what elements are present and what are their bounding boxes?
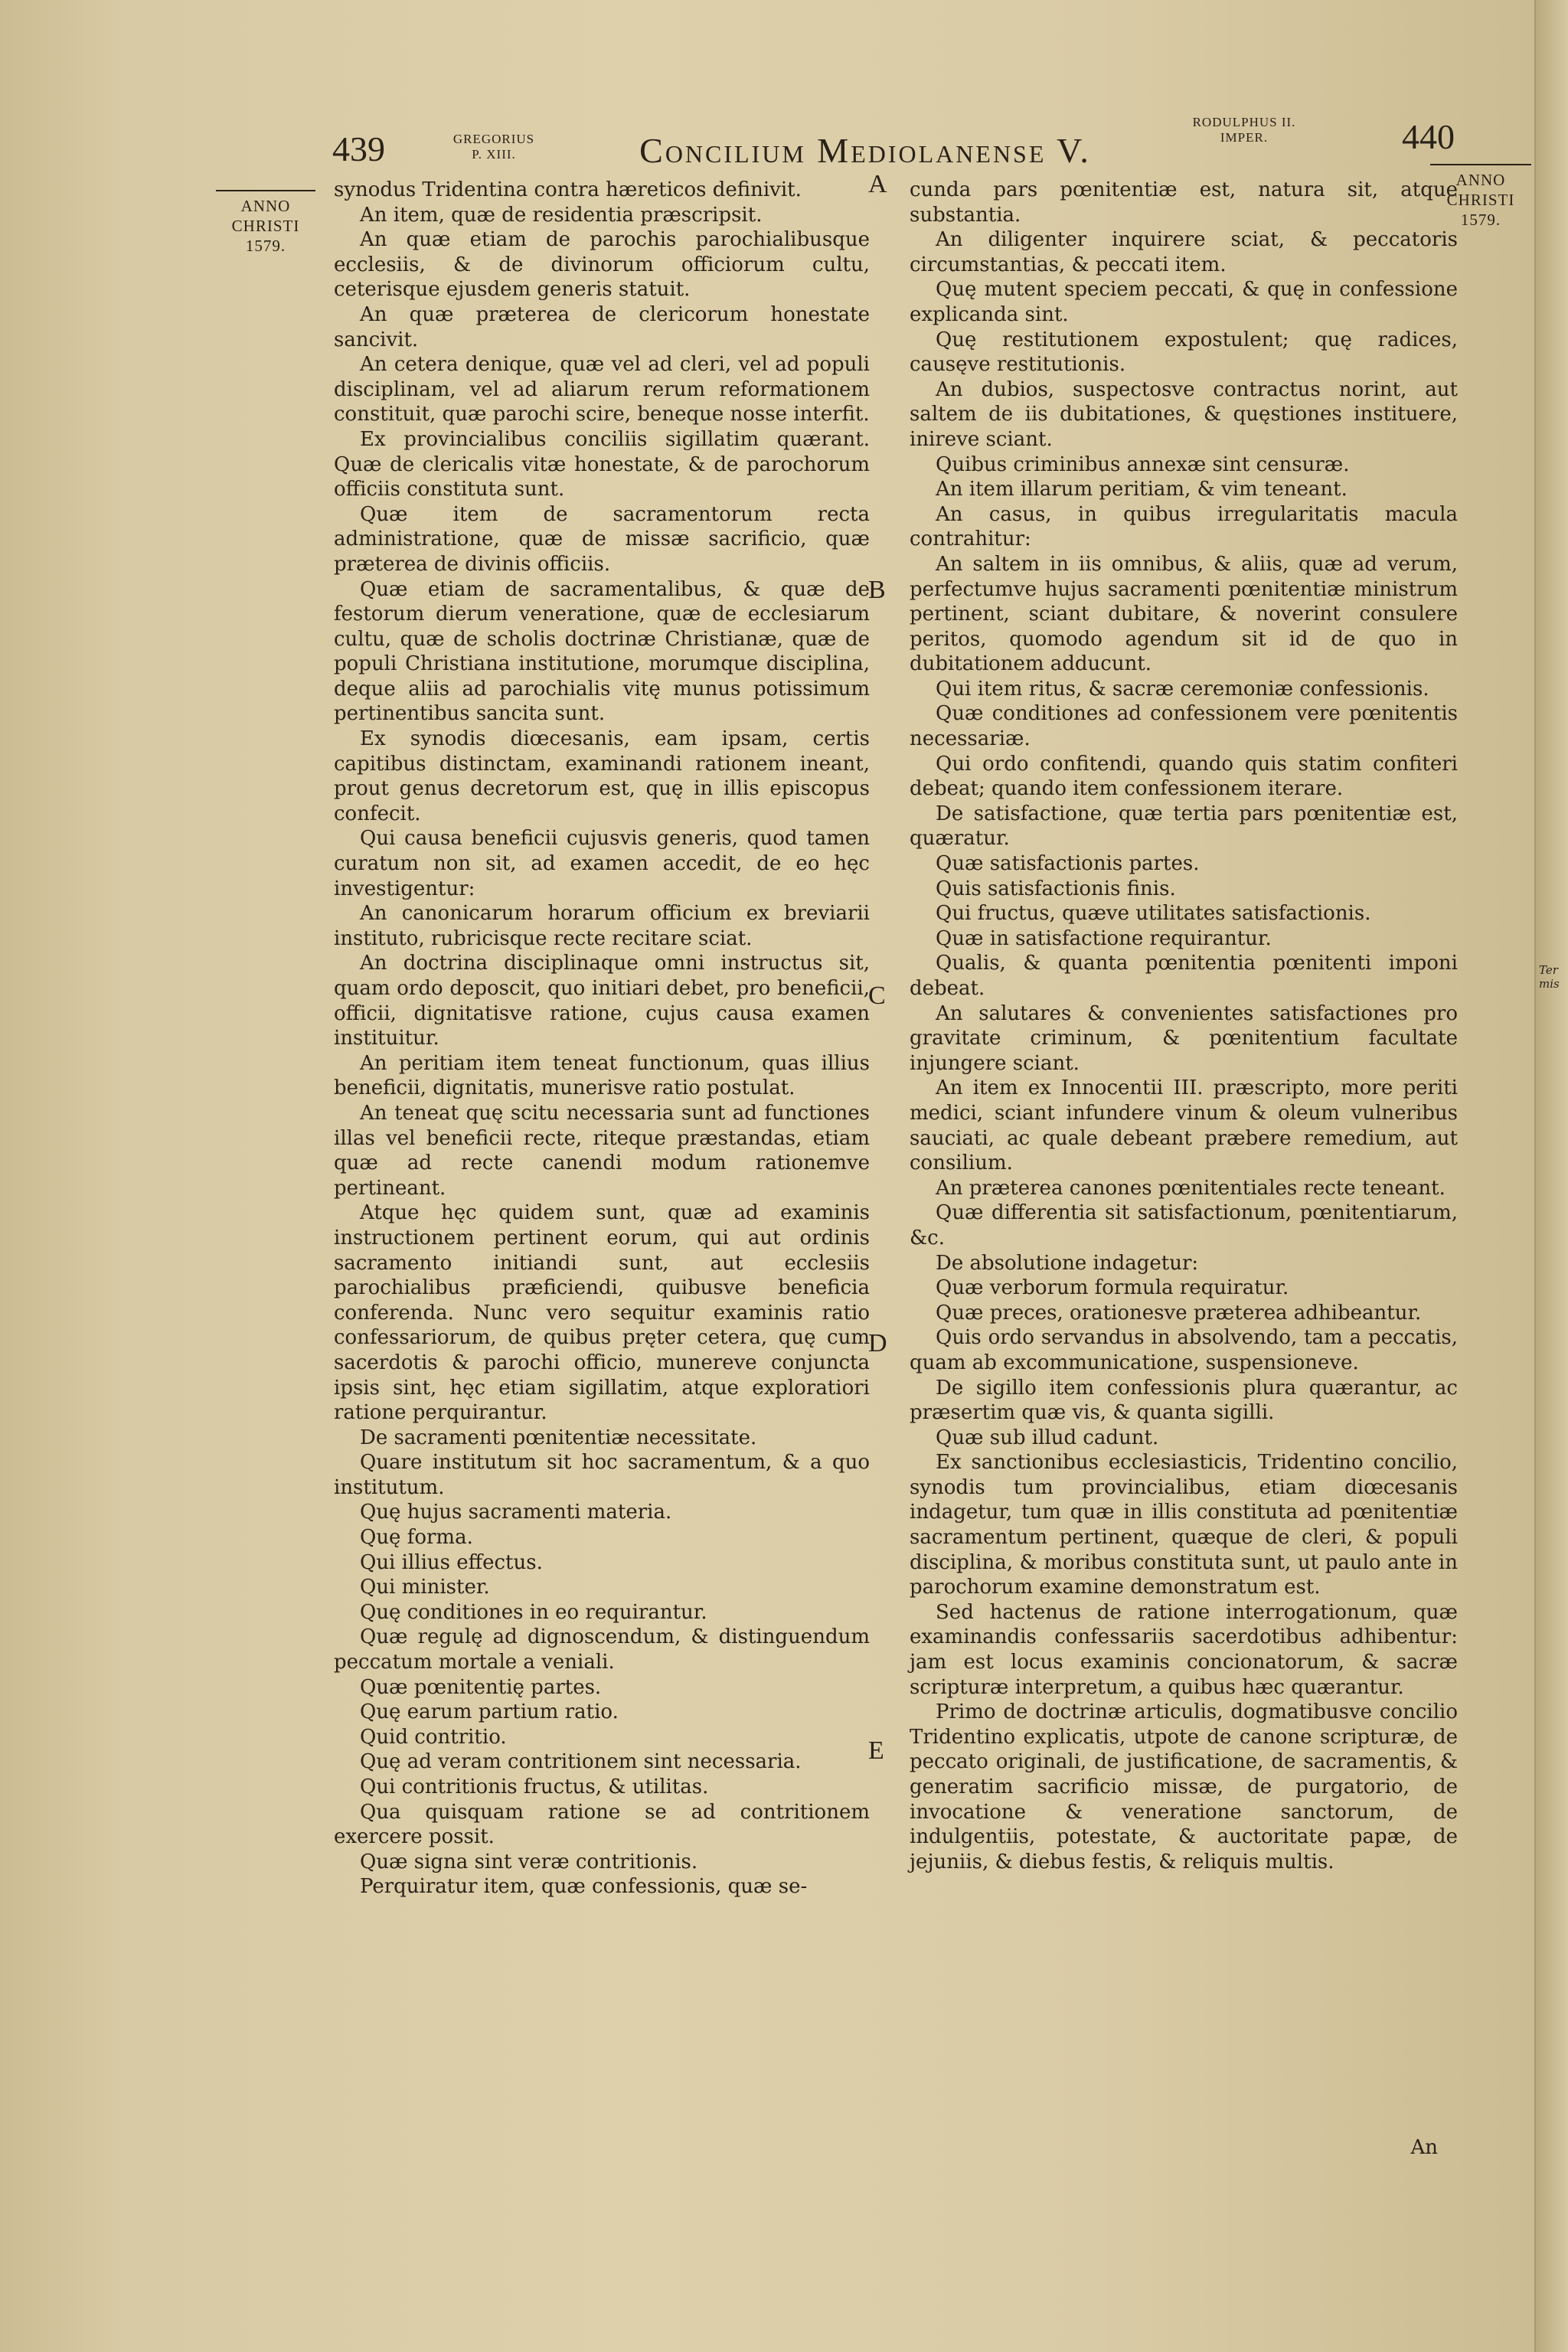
- page-title: Concilium Mediolanense V.: [639, 131, 1091, 170]
- paragraph: Qui ordo confitendi, quando quis statim confiteri debeat; quando item confessionem iterare.: [910, 752, 1458, 801]
- paragraph: An dubios, suspectosve contractus norint, aut saltem de iis dubitationes, & quęstiones instituere, inireve sciant.: [910, 377, 1458, 451]
- paragraph: An salutares & convenientes satisfactiones pro gravitate criminum, & pœnitentium facultate injungere sciant.: [910, 1001, 1458, 1075]
- paragraph: Quæ pœnitentię partes.: [360, 1675, 602, 1699]
- paragraph: An quæ etiam de parochis parochialibusque ecclesiis, & de divinorum officiorum cultu, ceterisque ejusdem generis statuit.: [334, 228, 870, 302]
- paragraph: Quæ preces, orationesve præterea adhibeantur.: [936, 1301, 1422, 1325]
- paragraph: Sed hactenus de ratione interrogationum, quæ examinandis confessariis sacerdotibus adhibentur: jam est locus examinis concionatorum, & sacræ scripturæ interpretum, a quibus hæc quærantur.: [910, 1600, 1458, 1699]
- paragraph: Qualis, & quanta pœnitentia pœnitenti imponi debeat.: [910, 952, 1458, 1000]
- page-number-right: 440: [1402, 117, 1455, 156]
- paragraph: Quare institutum sit hoc sacramentum, & a quo institutum.: [334, 1451, 870, 1499]
- left-text-column: [334, 178, 870, 1900]
- paragraph: Primo de doctrinæ articulis, dogmatibusve concilio Tridentino explicatis, utpote de canone scripturæ, de peccato originali, de justificatione, de sacramentis, & generatim sacrificio missæ, de purgatorio, de invocatione & veneratione sanctorum, de indulgentiis, potestate, & auctoritate papæ, de jejuniis, & diebus festis, & reliquis multis.: [910, 1700, 1458, 1873]
- paragraph: Quę conditiones in eo requirantur.: [360, 1600, 707, 1624]
- paragraph: Quæ differentia sit satisfactionum, pœnitentiarum, &c.: [910, 1201, 1458, 1250]
- paragraph: Quæ satisfactionis partes.: [936, 852, 1200, 876]
- paragraph: Quæ signa sint veræ contritionis.: [360, 1850, 698, 1873]
- paragraph: Quid contritio.: [360, 1725, 507, 1749]
- paragraph: Quę earum partium ratio.: [360, 1700, 619, 1724]
- paragraph: An item illarum peritiam, & vim teneant.: [936, 478, 1348, 501]
- paragraph: De absolutione indagetur:: [936, 1251, 1199, 1275]
- paragraph: Qua quisquam ratione se ad contritionem exercere possit.: [334, 1800, 870, 1849]
- paragraph: Ex provincialibus conciliis sigillatim quærant. Quæ de clericalis vitæ honestate, & de parochorum officiis constituta sunt.: [334, 427, 870, 501]
- page-header: [322, 115, 1455, 168]
- paragraph: Qui fructus, quæve utilitates satisfactionis.: [936, 902, 1371, 926]
- side-note: Ter mis: [1539, 963, 1560, 991]
- page-number-left: 439: [332, 129, 385, 168]
- section-marker-e: E: [868, 1736, 884, 1765]
- paragraph: Quę restitutionem expostulent; quę radices, causęve restitutionis.: [910, 328, 1458, 377]
- paragraph: An casus, in quibus irregularitatis macula contrahitur:: [910, 502, 1458, 551]
- paragraph: Quę forma.: [360, 1526, 473, 1550]
- anno-christi-left: ANNO CHRISTI 1579.: [216, 190, 315, 256]
- paragraph: An item, quæ de residentia præscripsit.: [360, 203, 763, 227]
- paragraph: Quis satisfactionis finis.: [936, 877, 1176, 900]
- anno-christi-right: ANNO CHRISTI 1579.: [1430, 164, 1531, 230]
- paragraph: An cetera denique, quæ vel ad cleri, vel ad populi disciplinam, vel ad aliarum rerum reformationem constituit, quæ parochi scire, beneque nosse interfit.: [334, 353, 870, 426]
- section-marker-a: A: [868, 170, 887, 198]
- paragraph: Quæ item de sacramentorum recta administratione, quæ de missæ sacrificio, quæ præterea de divinis officiis.: [334, 502, 870, 576]
- next-page-edge: [1534, 0, 1568, 2352]
- paragraph: Quę hujus sacramenti materia.: [360, 1501, 672, 1524]
- paragraph: Quæ verborum formula requiratur.: [936, 1276, 1289, 1300]
- paragraph: Quæ conditiones ad confessionem vere pœnitentis necessariæ.: [910, 702, 1458, 751]
- paragraph: An præterea canones pœnitentiales recte teneant.: [936, 1176, 1446, 1200]
- paragraph: Ex synodis diœcesanis, eam ipsam, certis capitibus distinctam, examinandi rationem ineant, prout genus decretorum est, quę in illis episcopus confecit.: [334, 727, 870, 825]
- paragraph: Quę mutent speciem peccati, & quę in confessione explicanda sint.: [910, 278, 1458, 326]
- paragraph: Quis ordo servandus in absolvendo, tam a peccatis, quam ab excommunicatione, suspensioneve.: [910, 1326, 1458, 1374]
- paragraph: Quę ad veram contritionem sint necessaria.: [360, 1750, 802, 1774]
- paragraph: Ex sanctionibus ecclesiasticis, Tridentino concilio, synodis tum provincialibus, etiam diœcesanis indagetur, tum quæ in illis constituta ad pœnitentiæ sacramentum pertinent, quæque de cleri, & populi disciplina, & moribus constituta sunt, ut paulo ante in parochorum examine demonstratum est.: [910, 1451, 1458, 1599]
- paragraph: De sacramenti pœnitentiæ necessitate.: [360, 1426, 757, 1449]
- paragraph: Quibus criminibus annexæ sint censuræ.: [936, 452, 1350, 476]
- paragraph: Perquiratur item, quæ confessionis, quæ se-: [360, 1875, 808, 1899]
- paragraph: cunda pars pœnitentiæ est, natura sit, atque substantia.: [910, 178, 1458, 227]
- paragraph: An teneat quę scitu necessaria sunt ad functiones illas vel beneficii recte, riteque præstandas, etiam quæ ad recte canendi modum rationemve pertineant.: [334, 1101, 870, 1200]
- paragraph: Quæ regulę ad dignoscendum, & distinguendum peccatum mortale a veniali.: [334, 1625, 870, 1674]
- section-marker-b: B: [868, 576, 886, 604]
- paragraph: An diligenter inquirere sciat, & peccatoris circumstantias, & peccati item.: [910, 228, 1458, 276]
- anno-rule: [216, 190, 315, 191]
- paragraph: Atque hęc quidem sunt, quæ ad examinis instructionem pertinent eorum, qui aut ordinis sacramento initiandi sunt, aut ecclesiis parochialibus præficiendi, quibusve beneficia conferenda. Nunc vero sequitur examinis ratio confessariorum, de quibus pręter cetera, quę cum sacerdotis & parochi officio, munereve conjuncta ipsis sint, hęc etiam sigillatim, atque exploratiori ratione perquirantur.: [334, 1201, 870, 1425]
- paragraph: Quæ in satisfactione requirantur.: [936, 926, 1272, 950]
- paragraph: Quæ sub illud cadunt.: [936, 1426, 1159, 1449]
- paragraph: Quæ etiam de sacramentalibus, & quæ de festorum dierum veneratione, quæ de ecclesiarum cultu, quæ de scholis doctrinæ Christianæ, quæ de populi Christiana institutione, morumque disciplina, deque aliis ad parochialis vitę munus potissimum pertinentibus sancita sunt.: [334, 577, 870, 726]
- section-marker-c: C: [868, 982, 886, 1010]
- section-marker-d: D: [868, 1329, 887, 1357]
- paragraph: An canonicarum horarum officium ex breviarii instituto, rubricisque recte recitare sciat.: [334, 902, 870, 950]
- right-text-column: [910, 178, 1458, 1874]
- paragraph: Qui causa beneficii cujusvis generis, quod tamen curatum non sit, ad examen accedit, de eo hęc investigentur:: [334, 827, 870, 900]
- paragraph: An peritiam item teneat functionum, quas illius beneficii, dignitatis, munerisve ratio postulat.: [334, 1051, 870, 1100]
- paragraph: Qui item ritus, & sacræ ceremoniæ confessionis.: [936, 677, 1429, 701]
- paragraph: An quæ præterea de clericorum honestate sancivit.: [334, 302, 870, 351]
- anno-rule: [1430, 164, 1531, 165]
- paragraph: De sigillo item confessionis plura quærantur, ac præsertim quæ vis, & quanta sigilli.: [910, 1376, 1458, 1425]
- paragraph: An saltem in iis omnibus, & aliis, quæ ad verum, perfectumve hujus sacramenti pœnitentiæ ministrum pertinent, sciant dubitare, & noverint consulere peritos, quomodo agendum sit id de quo in dubitationem adducunt.: [910, 552, 1458, 676]
- paragraph: Qui minister.: [360, 1576, 490, 1599]
- running-head-emperor: RODULPHUS II. IMPER.: [1192, 115, 1296, 145]
- paragraph: An item ex Innocentii III. præscripto, more periti medici, sciant infundere vinum & oleum vulneribus sauciati, ac quale debeant præbere remedium, aut consilium.: [910, 1076, 1458, 1175]
- catchword: An: [1410, 2136, 1438, 2159]
- paragraph: synodus Tridentina contra hæreticos definivit.: [334, 178, 802, 201]
- running-head-pope: GREGORIUS P. XIII.: [452, 132, 535, 162]
- paragraph: Qui contritionis fructus, & utilitas.: [360, 1775, 709, 1798]
- paragraph: Qui illius effectus.: [360, 1550, 543, 1574]
- paragraph: De satisfactione, quæ tertia pars pœnitentiæ est, quæratur.: [910, 802, 1458, 851]
- paragraph: An doctrina disciplinaque omni instructus sit, quam ordo deposcit, quo initiari debet, pro beneficii, officii, dignitatisve ratione, cujus causa examen instituitur.: [334, 952, 870, 1050]
